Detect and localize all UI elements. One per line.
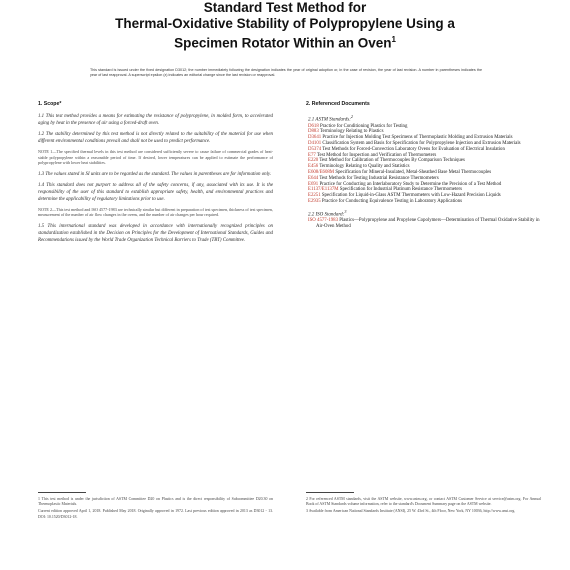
title-line-2: Thermal-Oxidative Stability of Polypropylene Using a (115, 16, 455, 31)
footnotes-left (38, 497, 273, 522)
astm-reference-code-link[interactable]: E691 (308, 181, 319, 187)
iso-standard-heading (308, 208, 541, 219)
title-line-3 (0, 32, 570, 52)
iso-reference-list (306, 218, 541, 230)
astm-reference-title: Terminology Relating to Quality and Statistics (318, 164, 410, 170)
astm-reference-title: Terminology Relating to Plastics (318, 129, 384, 135)
left-column (38, 100, 273, 248)
astm-standards-heading-text: 2.1 ASTM Standards: (308, 117, 351, 123)
note-2: NOTE 2—This test method and ISO 4577-1983 are technically similar but different in preparation of test specimen, thickness of test specimen, measurement of the number of air flow changes in the ovens, and the number of air changes per hour required. (38, 206, 273, 217)
astm-reference-code-link[interactable]: D618 (308, 123, 319, 129)
astm-reference-code-link[interactable]: E456 (308, 164, 319, 170)
astm-footnote-mark: 2 (350, 114, 353, 119)
astm-reference-code-link[interactable]: D4101 (308, 141, 322, 147)
designation-notice: This standard is issued under the fixed designation D3012; the number immediately following the designation indicates the year of original adoption or, in the case of revision, the year of last revision. A number in parentheses indicates the year of last reapproval. A superscript epsilon (ε) indicates an editorial change since the last revision or reapproval. (90, 68, 482, 77)
astm-reference-list (306, 124, 541, 205)
title-block (0, 0, 570, 52)
footnote-edition: Current edition approved April 1, 2018. Published May 2018. Originally approved in 1972. Last previous edition approved in 2013 as D3012 - 13. DOI: 10.1520/D3012-18. (38, 509, 273, 519)
astm-reference-code-link[interactable]: D5374 (308, 146, 322, 152)
astm-reference-title: Specification for Industrial Platinum Resistance Thermometers (338, 187, 462, 193)
iso-footnote-mark: 3 (344, 208, 347, 214)
astm-reference-title: Practice for Conducting an Interlaboratory Study to Determine the Precision of a Test Method (318, 181, 502, 187)
astm-reference-code-link[interactable]: E2935 (308, 199, 321, 205)
astm-reference-code-link[interactable]: E2251 (308, 193, 321, 199)
astm-reference-code-link[interactable]: E77 (308, 152, 316, 158)
title-line-3-text: Specimen Rotator Within an Oven (174, 35, 392, 51)
astm-reference-title: Practice for Conducting Equivalence Testing in Laboratory Applications (320, 199, 463, 205)
scope-paragraph-1-2: 1.2 The stability determined by this test method is not directly related to the suitability of the material for use when different environmental conditions prevail and shall not be used to predict performance. (38, 132, 273, 144)
astm-reference-code-link[interactable]: E608/E608M (308, 170, 335, 176)
astm-standards-heading (308, 113, 541, 124)
astm-reference-item (306, 199, 541, 205)
astm-reference-title: Practice for Conditioning Plastics for Testing (318, 123, 408, 129)
scope-paragraph-1-4: 1.4 This standard does not purport to address all of the safety concerns, if any, associated with its use. It is the responsibility of the user of this standard to establish appropriate safety, health, and environmental practices and determine the applicability of regulatory limitations prior to use. (38, 182, 273, 202)
astm-reference-code-link[interactable]: E220 (308, 158, 319, 164)
footnote-rule-left (38, 492, 86, 493)
iso-standard-heading-text: 2.2 ISO Standard: (308, 212, 345, 218)
astm-reference-code-link[interactable]: E644 (308, 175, 319, 181)
title-line-1: Standard Test Method for (203, 0, 367, 15)
footnote-3: 3 Available from American National Standards Institute (ANSI), 25 W. 43rd St., 4th Floor, New York, NY 10036, http://www.ansi.org. (306, 509, 516, 514)
astm-reference-code-link[interactable]: D3641 (308, 135, 322, 141)
footnote-2: 2 For referenced ASTM standards, visit the ASTM website, www.astm.org, or contact ASTM Customer Service at service@astm.org. For Annual Book of ASTM Standards volume information, refer to the standard's Document Summary page on the ASTM website. (306, 497, 541, 507)
astm-reference-code-link[interactable]: D883 (308, 129, 319, 135)
footnotes-right (306, 497, 541, 517)
astm-reference-title: Test Methods for Forced-Convection Laboratory Ovens for Evaluation of Electrical Insulation (321, 146, 505, 152)
astm-reference-title: Specification for Liquid-in-Glass ASTM Thermometers with Low-Hazard Precision Liquids (320, 193, 501, 199)
astm-reference-title: Classification System and Basis for Specification for Polypropylene Injection and Extrusion Materials (321, 141, 521, 147)
astm-reference-title: Specification for Mineral-Insulated, Metal-Sheathed Base Metal Thermocouples (334, 170, 492, 176)
scope-paragraph-1-1: 1.1 This test method provides a means for estimating the resistance of polypropylene, in molded form, to accelerated aging by heat in the presence of air using a forced-draft oven. (38, 114, 273, 126)
scope-heading: 1. Scope* (38, 101, 62, 107)
scope-paragraph-1-5: 1.5 This international standard was developed in accordance with internationally recognized principles on standardization established in the Decision on Principles for the Development of International Standards, Guides and Recommendations issued by the World Trade Organization Technical Barriers to Trade (TBT) Committee. (38, 223, 273, 243)
iso-reference-item (306, 218, 541, 230)
scope-paragraph-1-3: 1.3 The values stated in SI units are to be regarded as the standard. The values in parentheses are for information only. (38, 171, 272, 177)
astm-reference-title: Test Method for Calibration of Thermocouples By Comparison Techniques (318, 158, 465, 164)
right-column (306, 100, 541, 233)
note-1: NOTE 1—The specified thermal levels in this test method are considered sufficiently severe to cause failure of commercial grades of heat-stable polypropylene within a reasonable period of time. If desired, lower temperatures can be applied to estimate the performance of polypropylene with lower heat stabilities. (38, 149, 273, 165)
iso-reference-code-link[interactable]: ISO 4577-1983 (308, 218, 339, 224)
astm-reference-title: Test Method for Inspection and Verification of Thermometers (315, 152, 437, 158)
astm-reference-code-link[interactable]: E1137/E1137M (308, 187, 339, 193)
footnote-1: 1 This test method is under the jurisdiction of ASTM Committee D20 on Plastics and is the direct responsibility of Subcommittee D20.30 on Thermoplastic Materials. (38, 497, 273, 507)
astm-reference-title: Practice for Injection Molding Test Specimens of Thermoplastic Molding and Extrusion Materials (321, 135, 513, 141)
iso-reference-title: Plastics—Polypropylene and Propylene Copolymers—Determination of Thermal Oxidative Stability in Air-Oven Method (316, 218, 540, 230)
astm-reference-title: Test Methods for Testing Industrial Resistance Thermometers (318, 175, 439, 181)
title-footnote-mark: 1 (391, 35, 396, 44)
referenced-documents-heading: 2. Referenced Documents (306, 101, 370, 107)
footnote-rule-right (306, 492, 354, 493)
